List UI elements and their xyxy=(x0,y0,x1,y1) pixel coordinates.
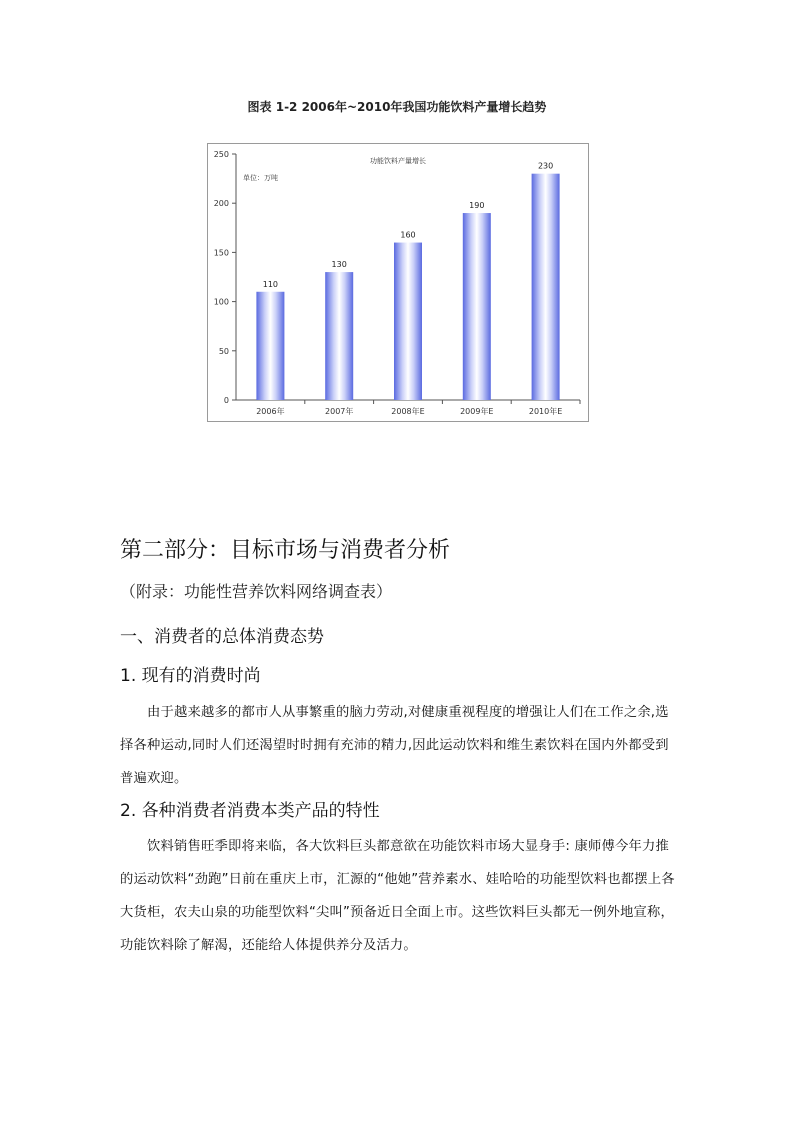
section1-heading: 一、消费者的总体消费态势 xyxy=(120,627,324,647)
bar-chart xyxy=(207,143,589,422)
bar-2008年E xyxy=(394,243,422,400)
y-tick-label: 200 xyxy=(213,199,229,209)
part-heading: 第二部分：目标市场与消费者分析 xyxy=(120,538,451,563)
y-tick-label: 150 xyxy=(213,248,229,258)
appendix-note: （附录：功能性营养饮料网络调查表） xyxy=(120,582,393,601)
sub2-heading: 2. 各种消费者消费本类产品的特性 xyxy=(120,801,380,821)
bar-2009年E xyxy=(463,213,491,400)
bar-2007年 xyxy=(325,272,353,400)
figure-caption: 图表 1-2 2006年~2010年我国功能饮料产量增长趋势 xyxy=(247,100,547,114)
sub1-paragraph: 由于越来越多的都市人从事繁重的脑力劳动,对健康重视程度的增强让人们在工作之余,选择各种运动,同时人们还渴望时时拥有充沛的精力,因此运动饮料和维生素饮料在国内外都受到普遍欢迎。 xyxy=(120,705,669,786)
bar-chart-svg xyxy=(208,144,588,421)
chart-title: 功能饮料产量增长 xyxy=(370,157,426,165)
data-label: 160 xyxy=(400,230,416,240)
sub1-heading: 1. 现有的消费时尚 xyxy=(120,666,261,686)
x-tick-label: 2009年E xyxy=(460,407,494,416)
bar-2010年E xyxy=(532,174,560,400)
chart-unit-note: 单位：万吨 xyxy=(243,174,278,182)
y-tick-label: 100 xyxy=(213,297,229,307)
x-tick-label: 2006年 xyxy=(256,407,285,416)
data-label: 230 xyxy=(537,161,554,171)
data-label: 130 xyxy=(331,260,347,270)
data-label: 110 xyxy=(262,279,279,289)
data-label: 190 xyxy=(469,201,485,211)
bar-2006年 xyxy=(256,292,284,400)
x-tick-label: 2010年E xyxy=(528,407,563,416)
y-tick-label: 250 xyxy=(213,150,229,159)
y-tick-label: 50 xyxy=(218,346,229,356)
x-tick-label: 2007年 xyxy=(325,407,354,416)
x-tick-label: 2008年E xyxy=(391,407,425,416)
sub2-paragraph: 饮料销售旺季即将来临，各大饮料巨头都意欲在功能饮料市场大显身手: 康师傅今年力推的运动饮料“劲跑”日前在重庆上市，汇源的“他她”营养素水、娃哈哈的功能型饮料也都摆上各大货柜，农夫山泉的功能型饮料“尖叫”预备近日全面上市。这些饮料巨头都无一例外地宣称，功能饮料除了解渴，还能给人体提供养分及活力。 xyxy=(120,839,675,953)
y-tick-label: 0 xyxy=(223,396,229,405)
